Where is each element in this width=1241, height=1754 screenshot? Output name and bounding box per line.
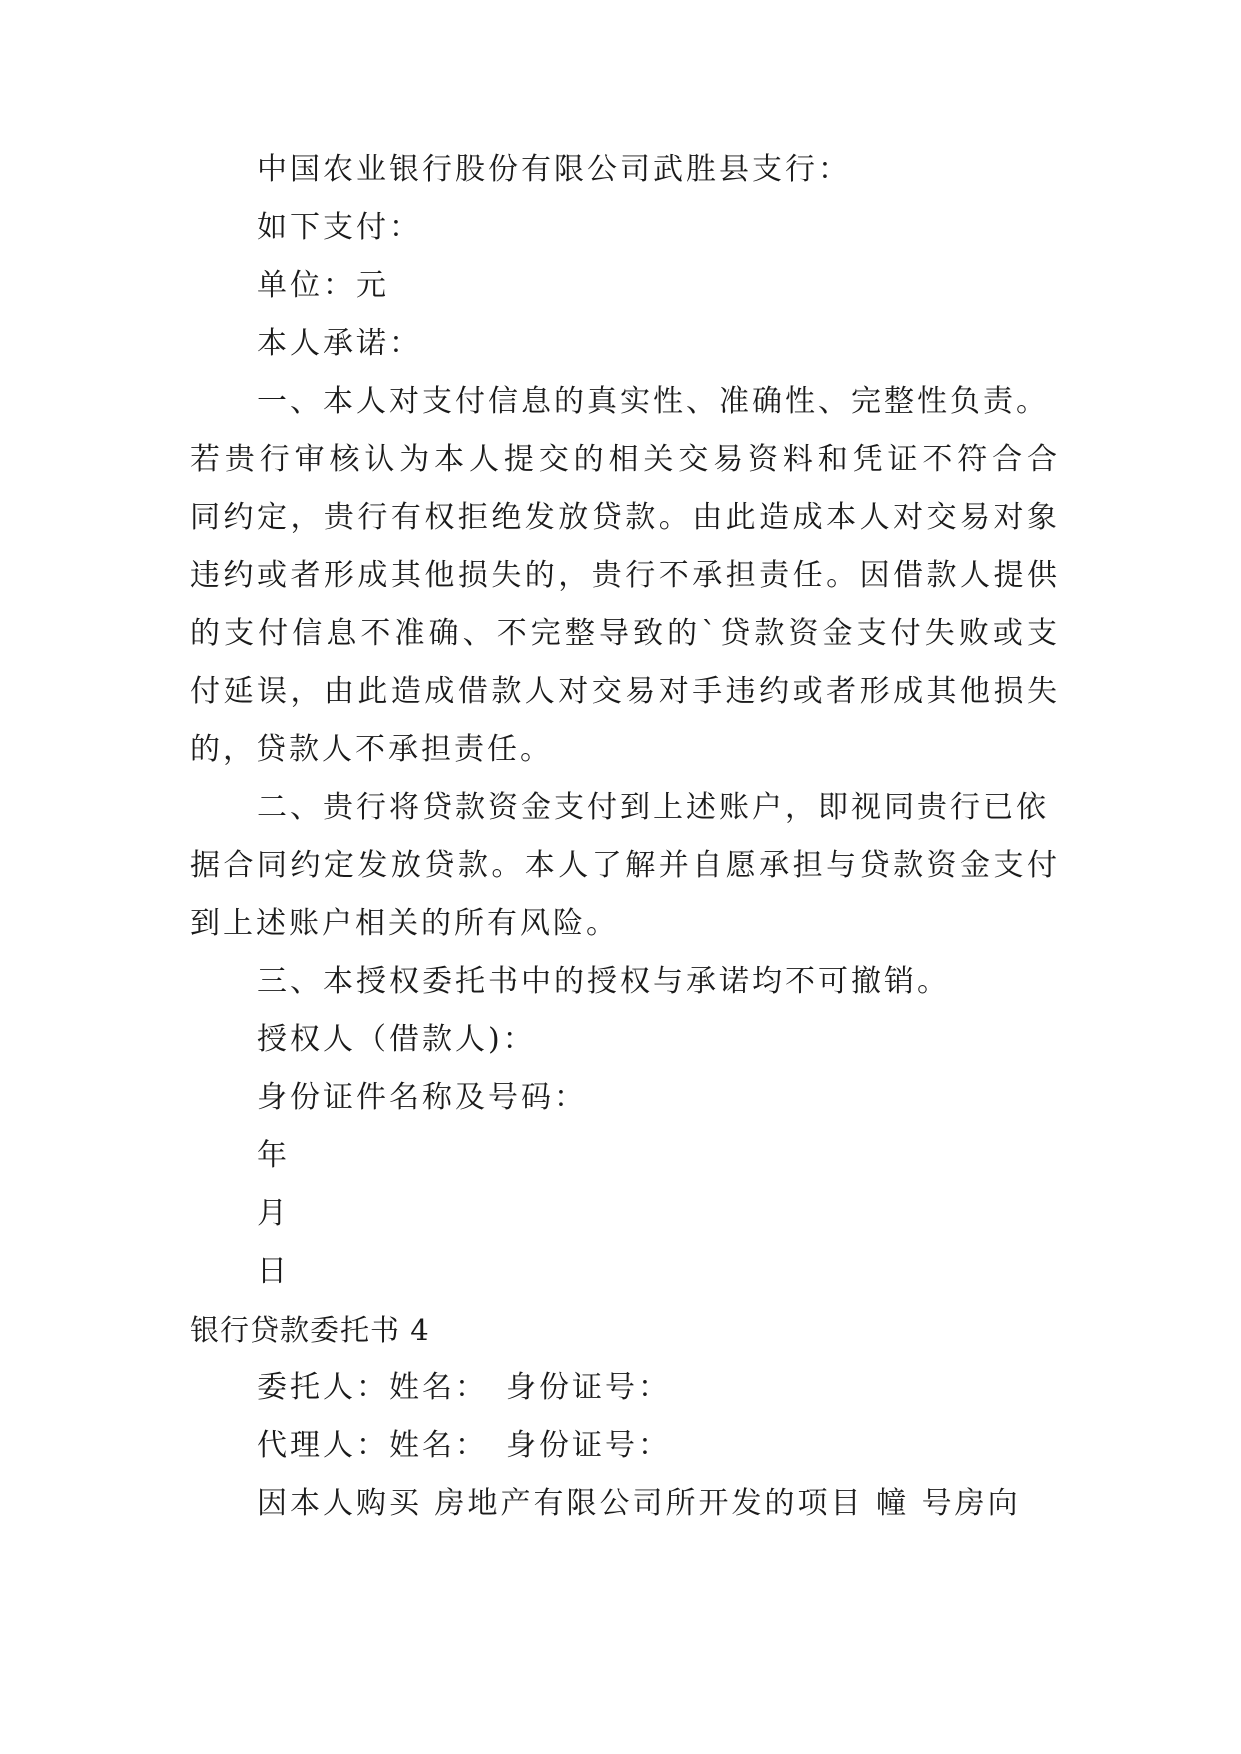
clause-1-line-4: 违约或者形成其他损失的，贵行不承担责任。因借款人提供: [190, 558, 1060, 593]
clause-2-line-2: 据合同约定发放贷款。本人了解并自愿承担与贷款资金支付: [190, 848, 1060, 883]
clause-3-line: 三、本授权委托书中的授权与承诺均不可撤销。: [257, 964, 950, 999]
date-year: 年: [257, 1138, 290, 1173]
clause-2-line-1: 二、贵行将贷款资金支付到上述账户，即视同贵行已依: [257, 790, 1049, 825]
clause-1-line-3: 同约定，贵行有权拒绝发放贷款。由此造成本人对交易对象: [190, 500, 1060, 535]
commitment-heading: 本人承诺：: [257, 326, 422, 361]
clause-1-line-7: 的，贷款人不承担责任。: [190, 732, 553, 767]
unit-line: 单位：元: [257, 268, 389, 303]
clause-1-line-6: 付延误，由此造成借款人对交易对手违约或者形成其他损失: [190, 674, 1060, 709]
payment-line: 如下支付：: [257, 210, 422, 245]
addressee-line: 中国农业银行股份有限公司武胜县支行：: [257, 152, 851, 187]
date-month: 月: [257, 1196, 290, 1231]
clause-2-line-3: 到上述账户相关的所有风险。: [190, 906, 619, 941]
id-document-line: 身份证件名称及号码：: [257, 1080, 587, 1115]
clause-1-line-2: 若贵行审核认为本人提交的相关交易资料和凭证不符合合: [190, 442, 1060, 477]
agent-line: 代理人：姓名： 身份证号：: [257, 1428, 671, 1463]
clause-1-line-1: 一、本人对支付信息的真实性、准确性、完整性负责。: [257, 384, 1049, 419]
authorizer-line: 授权人（借款人)：: [257, 1022, 536, 1057]
date-day: 日: [257, 1254, 290, 1289]
principal-line: 委托人：姓名： 身份证号：: [257, 1370, 671, 1405]
section-title: 银行贷款委托书 4: [190, 1313, 430, 1347]
clause-1-line-5: 的支付信息不准确、不完整导致的`贷款资金支付失败或支: [190, 616, 1060, 651]
purchase-line: 因本人购买 房地产有限公司所开发的项目 幢 号房向: [257, 1486, 1021, 1521]
